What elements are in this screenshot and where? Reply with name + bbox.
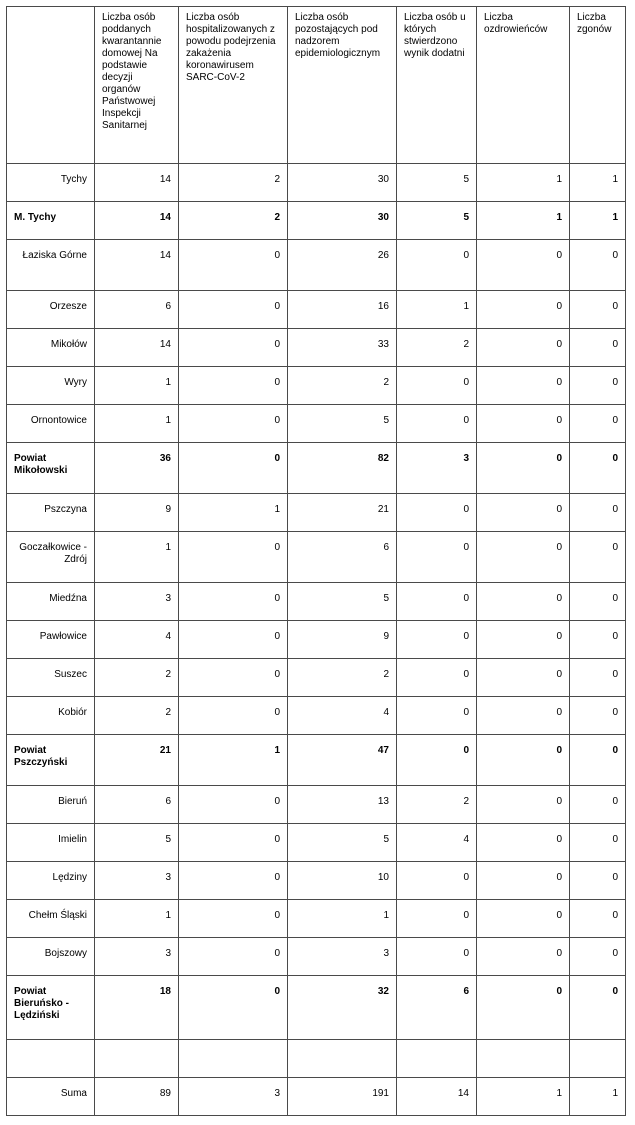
value-cell: 16 <box>288 291 397 329</box>
value-cell: 1 <box>570 164 626 202</box>
row-label-cell: Suma <box>7 1078 95 1116</box>
value-cell: 1 <box>477 202 570 240</box>
table-row <box>7 659 626 697</box>
value-cell: 2 <box>95 697 179 735</box>
table-row <box>7 202 626 240</box>
row-label-cell: Tychy <box>7 164 95 202</box>
value-cell: 21 <box>288 494 397 532</box>
value-cell: 0 <box>570 494 626 532</box>
value-cell: 0 <box>570 786 626 824</box>
row-label-cell: Powiat Bieruńsko - Lędziński <box>7 976 95 1040</box>
row-label-cell: Pawłowice <box>7 621 95 659</box>
value-cell: 0 <box>477 367 570 405</box>
statistics-table <box>6 6 626 1116</box>
value-cell: 0 <box>477 532 570 583</box>
header-cell-deaths: Liczba zgonów <box>570 7 626 164</box>
value-cell: 0 <box>397 862 477 900</box>
value-cell: 3 <box>95 938 179 976</box>
value-cell: 0 <box>570 659 626 697</box>
table-row <box>7 621 626 659</box>
row-label-cell: Powiat Mikołowski <box>7 443 95 494</box>
row-label-cell <box>7 1040 95 1078</box>
header-cell-quarantine: Liczba osób poddanych kwarantannie domowej Na podstawie decyzji organów Państwowej Inspekcji Sanitarnej <box>95 7 179 164</box>
data-table-container <box>6 6 626 1116</box>
value-cell: 9 <box>95 494 179 532</box>
value-cell: 0 <box>477 697 570 735</box>
row-label-cell: Goczałkowice - Zdrój <box>7 532 95 583</box>
value-cell: 18 <box>95 976 179 1040</box>
value-cell: 0 <box>570 240 626 291</box>
value-cell: 0 <box>179 367 288 405</box>
header-cell-recovered: Liczba ozdrowieńców <box>477 7 570 164</box>
value-cell: 0 <box>179 240 288 291</box>
value-cell: 0 <box>179 329 288 367</box>
value-cell: 0 <box>570 697 626 735</box>
value-cell: 0 <box>397 494 477 532</box>
table-row <box>7 900 626 938</box>
value-cell: 0 <box>570 862 626 900</box>
value-cell: 1 <box>477 164 570 202</box>
value-cell: 0 <box>477 735 570 786</box>
value-cell: 1 <box>477 1078 570 1116</box>
value-cell: 0 <box>477 443 570 494</box>
value-cell: 0 <box>477 976 570 1040</box>
value-cell: 47 <box>288 735 397 786</box>
table-row <box>7 697 626 735</box>
row-label-cell: Orzesze <box>7 291 95 329</box>
value-cell <box>397 1040 477 1078</box>
value-cell: 82 <box>288 443 397 494</box>
value-cell: 5 <box>397 202 477 240</box>
value-cell: 0 <box>570 938 626 976</box>
value-cell: 6 <box>95 786 179 824</box>
value-cell: 2 <box>397 329 477 367</box>
value-cell: 13 <box>288 786 397 824</box>
value-cell: 3 <box>288 938 397 976</box>
value-cell: 5 <box>288 583 397 621</box>
value-cell: 0 <box>397 938 477 976</box>
value-cell: 5 <box>288 824 397 862</box>
value-cell: 3 <box>179 1078 288 1116</box>
value-cell: 1 <box>288 900 397 938</box>
row-label-cell: Suszec <box>7 659 95 697</box>
value-cell: 2 <box>397 786 477 824</box>
value-cell: 0 <box>570 532 626 583</box>
value-cell: 0 <box>179 621 288 659</box>
value-cell: 6 <box>288 532 397 583</box>
table-row <box>7 367 626 405</box>
value-cell: 5 <box>95 824 179 862</box>
value-cell: 0 <box>570 329 626 367</box>
value-cell: 0 <box>477 938 570 976</box>
table-row <box>7 291 626 329</box>
table-row <box>7 494 626 532</box>
row-label-cell: Bojszowy <box>7 938 95 976</box>
value-cell: 0 <box>477 329 570 367</box>
value-cell: 1 <box>95 367 179 405</box>
value-cell <box>95 1040 179 1078</box>
value-cell: 1 <box>95 532 179 583</box>
value-cell: 0 <box>397 240 477 291</box>
value-cell: 0 <box>179 697 288 735</box>
value-cell: 32 <box>288 976 397 1040</box>
value-cell: 30 <box>288 164 397 202</box>
table-row <box>7 443 626 494</box>
value-cell: 0 <box>397 900 477 938</box>
table-row <box>7 786 626 824</box>
table-row <box>7 824 626 862</box>
row-label-cell: Kobiór <box>7 697 95 735</box>
value-cell: 0 <box>179 659 288 697</box>
value-cell: 0 <box>570 291 626 329</box>
value-cell: 14 <box>397 1078 477 1116</box>
value-cell: 0 <box>570 900 626 938</box>
value-cell: 1 <box>570 1078 626 1116</box>
value-cell: 0 <box>570 367 626 405</box>
value-cell: 26 <box>288 240 397 291</box>
row-label-cell: Imielin <box>7 824 95 862</box>
value-cell: 14 <box>95 202 179 240</box>
value-cell: 14 <box>95 164 179 202</box>
value-cell: 1 <box>179 735 288 786</box>
value-cell: 0 <box>397 367 477 405</box>
value-cell: 4 <box>95 621 179 659</box>
value-cell: 0 <box>570 824 626 862</box>
value-cell: 0 <box>477 291 570 329</box>
value-cell: 0 <box>397 697 477 735</box>
value-cell: 0 <box>477 659 570 697</box>
value-cell: 4 <box>288 697 397 735</box>
table-row <box>7 862 626 900</box>
value-cell: 1 <box>570 202 626 240</box>
value-cell: 2 <box>288 367 397 405</box>
value-cell: 0 <box>397 583 477 621</box>
value-cell: 1 <box>95 405 179 443</box>
row-label-cell: Bieruń <box>7 786 95 824</box>
value-cell: 5 <box>397 164 477 202</box>
header-cell-supervision: Liczba osób pozostających pod nadzorem epidemiologicznym <box>288 7 397 164</box>
row-label-cell: Pszczyna <box>7 494 95 532</box>
value-cell: 2 <box>179 164 288 202</box>
value-cell: 2 <box>179 202 288 240</box>
table-row <box>7 240 626 291</box>
value-cell: 0 <box>570 976 626 1040</box>
value-cell: 0 <box>477 824 570 862</box>
value-cell: 0 <box>477 240 570 291</box>
table-row <box>7 1078 626 1116</box>
value-cell: 3 <box>95 862 179 900</box>
value-cell: 6 <box>95 291 179 329</box>
value-cell: 10 <box>288 862 397 900</box>
value-cell: 0 <box>179 938 288 976</box>
row-label-cell: Mikołów <box>7 329 95 367</box>
value-cell: 0 <box>397 405 477 443</box>
value-cell: 0 <box>179 824 288 862</box>
value-cell: 14 <box>95 240 179 291</box>
value-cell: 0 <box>179 583 288 621</box>
table-row <box>7 735 626 786</box>
value-cell: 1 <box>95 900 179 938</box>
header-cell-location <box>7 7 95 164</box>
value-cell: 0 <box>477 786 570 824</box>
row-label-cell: Powiat Pszczyński <box>7 735 95 786</box>
value-cell: 0 <box>179 976 288 1040</box>
value-cell: 2 <box>95 659 179 697</box>
value-cell: 0 <box>477 494 570 532</box>
value-cell: 9 <box>288 621 397 659</box>
header-cell-hospitalized: Liczba osób hospitalizowanych z powodu podejrzenia zakażenia koronawirusem SARC-CoV-2 <box>179 7 288 164</box>
value-cell: 0 <box>477 583 570 621</box>
value-cell: 33 <box>288 329 397 367</box>
value-cell: 0 <box>179 291 288 329</box>
value-cell: 2 <box>288 659 397 697</box>
value-cell: 0 <box>570 735 626 786</box>
row-label-cell: M. Tychy <box>7 202 95 240</box>
row-label-cell: Miedźna <box>7 583 95 621</box>
value-cell: 0 <box>477 621 570 659</box>
value-cell: 4 <box>397 824 477 862</box>
value-cell: 0 <box>397 621 477 659</box>
value-cell <box>477 1040 570 1078</box>
value-cell: 3 <box>397 443 477 494</box>
value-cell: 0 <box>397 735 477 786</box>
header-cell-positive: Liczba osób u których stwierdzono wynik dodatni <box>397 7 477 164</box>
value-cell: 0 <box>477 862 570 900</box>
value-cell: 0 <box>570 443 626 494</box>
value-cell: 0 <box>397 659 477 697</box>
value-cell: 89 <box>95 1078 179 1116</box>
header-row <box>7 7 626 164</box>
value-cell: 0 <box>570 621 626 659</box>
value-cell: 30 <box>288 202 397 240</box>
value-cell: 0 <box>397 532 477 583</box>
value-cell <box>288 1040 397 1078</box>
table-row <box>7 405 626 443</box>
value-cell: 0 <box>179 443 288 494</box>
value-cell: 191 <box>288 1078 397 1116</box>
value-cell <box>570 1040 626 1078</box>
value-cell: 0 <box>179 532 288 583</box>
value-cell: 1 <box>179 494 288 532</box>
value-cell: 5 <box>288 405 397 443</box>
row-label-cell: Wyry <box>7 367 95 405</box>
value-cell: 0 <box>477 900 570 938</box>
value-cell: 21 <box>95 735 179 786</box>
value-cell: 36 <box>95 443 179 494</box>
row-label-cell: Chełm Śląski <box>7 900 95 938</box>
value-cell: 0 <box>179 862 288 900</box>
table-row <box>7 976 626 1040</box>
value-cell: 0 <box>570 583 626 621</box>
row-label-cell: Ornontowice <box>7 405 95 443</box>
value-cell: 0 <box>179 900 288 938</box>
row-label-cell: Lędziny <box>7 862 95 900</box>
value-cell: 0 <box>179 405 288 443</box>
table-row <box>7 1040 626 1078</box>
table-row <box>7 583 626 621</box>
value-cell <box>179 1040 288 1078</box>
table-row <box>7 329 626 367</box>
value-cell: 6 <box>397 976 477 1040</box>
value-cell: 0 <box>477 405 570 443</box>
value-cell: 1 <box>397 291 477 329</box>
table-row <box>7 532 626 583</box>
table-row <box>7 938 626 976</box>
value-cell: 0 <box>570 405 626 443</box>
row-label-cell: Łaziska Górne <box>7 240 95 291</box>
table-row <box>7 164 626 202</box>
value-cell: 14 <box>95 329 179 367</box>
value-cell: 3 <box>95 583 179 621</box>
value-cell: 0 <box>179 786 288 824</box>
